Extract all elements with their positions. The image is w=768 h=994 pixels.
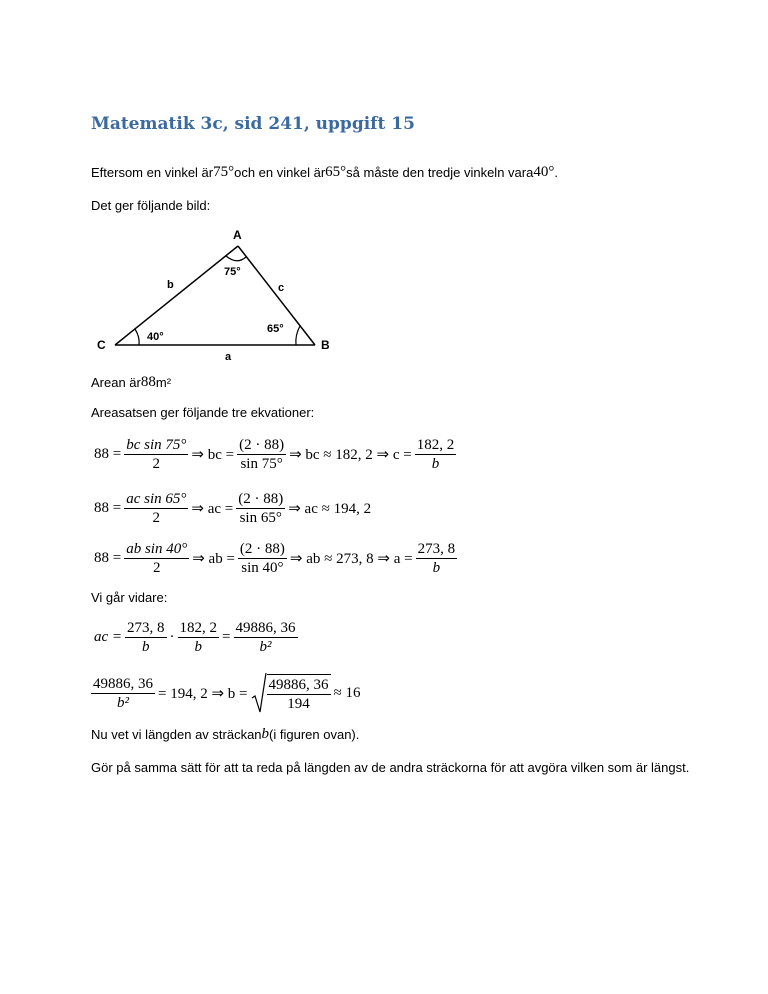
side-label-a: a bbox=[225, 351, 232, 363]
eq-result: ≈ 16 bbox=[333, 684, 361, 701]
text: och en vinkel är bbox=[234, 165, 326, 180]
numerator: 49886, 36 bbox=[93, 675, 153, 692]
eq-step: ⇒ bc = bbox=[191, 447, 235, 463]
paragraph-task: Gör på samma sätt för att ta reda på längden av de andra sträckorna för att avgöra vilken som är längst. bbox=[91, 760, 690, 775]
fraction bbox=[238, 540, 287, 577]
numerator: (2 · 88) bbox=[239, 541, 285, 557]
numerator: ac sin 65° bbox=[126, 491, 187, 507]
angle-40: 40° bbox=[533, 164, 555, 180]
fraction bbox=[415, 436, 457, 473]
denominator: 2 bbox=[152, 560, 161, 576]
eq-lhs: 88 = bbox=[94, 500, 122, 516]
paragraph-continue: Vi går vidare: bbox=[91, 590, 168, 605]
fraction bbox=[124, 436, 188, 473]
paragraph-equations-intro: Areasatsen ger följande tre ekvationer: bbox=[91, 405, 315, 420]
paragraph-length bbox=[91, 726, 359, 743]
fraction bbox=[91, 675, 155, 712]
page-title: Matematik 3c, sid 241, uppgift 15 bbox=[91, 114, 415, 134]
angle-label-b: 65° bbox=[267, 323, 284, 335]
side-label-c: c bbox=[278, 282, 285, 294]
numerator: 49886, 36 bbox=[268, 676, 329, 693]
numerator: 182, 2 bbox=[179, 620, 218, 636]
square-root bbox=[251, 672, 331, 714]
equation-3 bbox=[91, 540, 457, 577]
eq-lhs: ac = bbox=[94, 629, 123, 645]
vertex-label-c: C bbox=[97, 338, 106, 352]
denominator: b² bbox=[117, 694, 129, 711]
fraction bbox=[236, 490, 285, 527]
numerator: (2 · 88) bbox=[238, 491, 284, 507]
vertex-label-b: B bbox=[321, 338, 330, 352]
paragraph-area bbox=[91, 374, 171, 391]
fraction bbox=[178, 619, 220, 656]
equation-4 bbox=[91, 619, 298, 656]
variable-b: b bbox=[261, 726, 270, 742]
equation-5 bbox=[91, 672, 363, 714]
fraction bbox=[237, 436, 286, 473]
angle-65: 65° bbox=[325, 164, 347, 180]
numerator: 273, 8 bbox=[417, 541, 456, 557]
denominator: sin 65° bbox=[239, 510, 282, 526]
radicand bbox=[267, 674, 331, 713]
text: så måste den tredje vinkeln vara bbox=[346, 165, 534, 180]
angle-arc-b bbox=[296, 326, 300, 345]
text: Eftersom en vinkel är bbox=[91, 165, 214, 180]
fraction bbox=[267, 676, 331, 713]
paragraph-angles bbox=[91, 164, 558, 181]
fraction bbox=[124, 540, 189, 577]
paragraph-figure-intro: Det ger följande bild: bbox=[91, 198, 211, 213]
eq-lhs: 88 = bbox=[94, 550, 122, 566]
eq-lhs: 88 = bbox=[94, 446, 122, 462]
area-unit: m² bbox=[155, 375, 172, 390]
angle-arc-a bbox=[226, 256, 246, 261]
area-value: 88 bbox=[140, 374, 156, 390]
denominator: b bbox=[142, 639, 150, 655]
numerator: ab sin 40° bbox=[126, 541, 188, 557]
fraction bbox=[234, 619, 298, 656]
denominator: b bbox=[194, 639, 203, 655]
side-b bbox=[115, 246, 238, 345]
denominator: 194 bbox=[287, 695, 310, 712]
numerator: 182, 2 bbox=[416, 437, 455, 453]
numerator: bc sin 75° bbox=[126, 437, 187, 453]
eq-step: ⇒ bc ≈ 182, 2 ⇒ c = bbox=[289, 447, 412, 463]
radical-sign-icon bbox=[251, 672, 267, 714]
text: Arean är bbox=[91, 375, 141, 390]
denominator: b bbox=[432, 560, 441, 576]
angle-arc-c bbox=[135, 329, 139, 345]
eq-step: = 194, 2 ⇒ b = bbox=[158, 685, 248, 702]
angle-label-a: 75° bbox=[224, 266, 241, 278]
fraction bbox=[125, 619, 167, 656]
denominator: sin 75° bbox=[240, 456, 283, 472]
text: (i figuren ovan). bbox=[269, 727, 360, 742]
angle-label-c: 40° bbox=[147, 331, 164, 343]
eq-step: ⇒ ac ≈ 194, 2 bbox=[288, 501, 372, 517]
denominator: b bbox=[431, 456, 440, 472]
eq-step: ⇒ ab = bbox=[192, 551, 235, 567]
eq-dot: · bbox=[169, 629, 175, 645]
denominator: sin 40° bbox=[241, 560, 284, 576]
text: . bbox=[554, 165, 558, 180]
denominator: 2 bbox=[152, 456, 161, 472]
eq-step: ⇒ ab ≈ 273, 8 ⇒ a = bbox=[289, 551, 413, 567]
eq-equals: = bbox=[222, 629, 231, 645]
triangle-figure bbox=[91, 225, 341, 365]
text: Nu vet vi längden av sträckan bbox=[91, 727, 262, 742]
fraction bbox=[416, 540, 458, 577]
vertex-label-a: A bbox=[233, 228, 242, 242]
denominator: b² bbox=[259, 639, 272, 655]
equation-2 bbox=[91, 490, 374, 527]
numerator: 49886, 36 bbox=[235, 620, 296, 636]
equation-1 bbox=[91, 436, 456, 473]
side-label-b: b bbox=[167, 279, 174, 291]
eq-step: ⇒ ac = bbox=[191, 501, 234, 517]
fraction bbox=[124, 490, 188, 527]
denominator: 2 bbox=[152, 510, 161, 526]
angle-75: 75° bbox=[213, 164, 235, 180]
numerator: 273, 8 bbox=[127, 620, 165, 636]
numerator: (2 · 88) bbox=[239, 437, 285, 453]
